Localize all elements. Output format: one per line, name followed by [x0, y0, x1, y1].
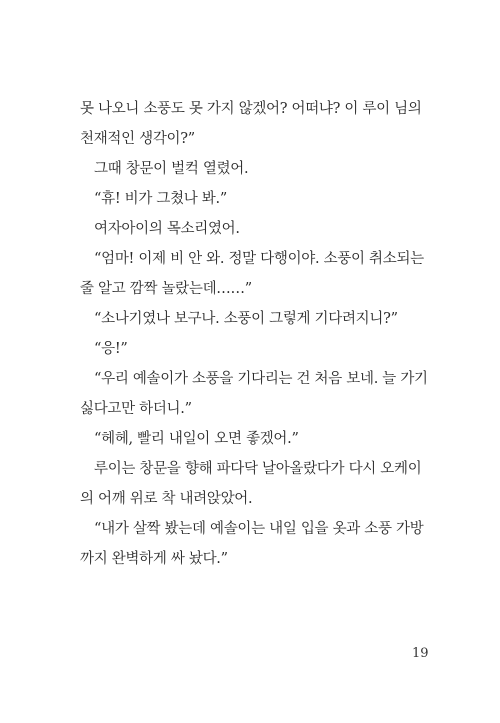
paragraph [80, 364, 442, 424]
text-line: “휴! 비가 그쳤나 봐.” [94, 191, 227, 207]
paragraph [80, 514, 442, 574]
text-line: 여자아이의 목소리였어. [94, 221, 240, 237]
text-line: “우리 예솔이가 소풍을 기다리는 건 처음 보네. 늘 가기 [94, 371, 428, 387]
text-line: “내가 살짝 봤는데 예솔이는 내일 입을 옷과 소풍 가방 [94, 521, 424, 537]
paragraph [80, 184, 442, 214]
paragraph [80, 334, 442, 364]
text-line: 천재적인 생각이?” [80, 131, 195, 147]
text-line: “엄마! 이제 비 안 와. 정말 다행이야. 소풍이 취소되는 [94, 251, 424, 267]
text-line: “응!” [94, 341, 128, 357]
body-text [80, 94, 442, 574]
text-line: 줄 알고 깜짝 놀랐는데……” [80, 281, 252, 297]
paragraph [80, 154, 442, 184]
text-line: 루이는 창문을 향해 파다닥 날아올랐다가 다시 오케이 [94, 461, 422, 477]
paragraph [80, 214, 442, 244]
paragraph [80, 424, 442, 454]
text-line: 못 나오니 소풍도 못 가지 않겠어? 어떠냐? 이 루이 님의 [80, 101, 422, 117]
text-line: 그때 창문이 벌컥 열렸어. [94, 161, 249, 177]
text-line: 싫다고만 하더니.” [80, 401, 192, 417]
paragraph [80, 94, 442, 154]
text-line: 까지 완벽하게 싸 놨다.” [80, 551, 228, 567]
paragraph [80, 244, 442, 304]
paragraph [80, 454, 442, 514]
page-number: 19 [412, 646, 429, 661]
text-line: 의 어깨 위로 착 내려앉았어. [80, 491, 253, 507]
text-line: “헤헤, 빨리 내일이 오면 좋겠어.” [94, 431, 299, 447]
paragraph [80, 304, 442, 334]
text-line: “소나기였나 보구나. 소풍이 그렇게 기다려지니?” [94, 311, 398, 327]
